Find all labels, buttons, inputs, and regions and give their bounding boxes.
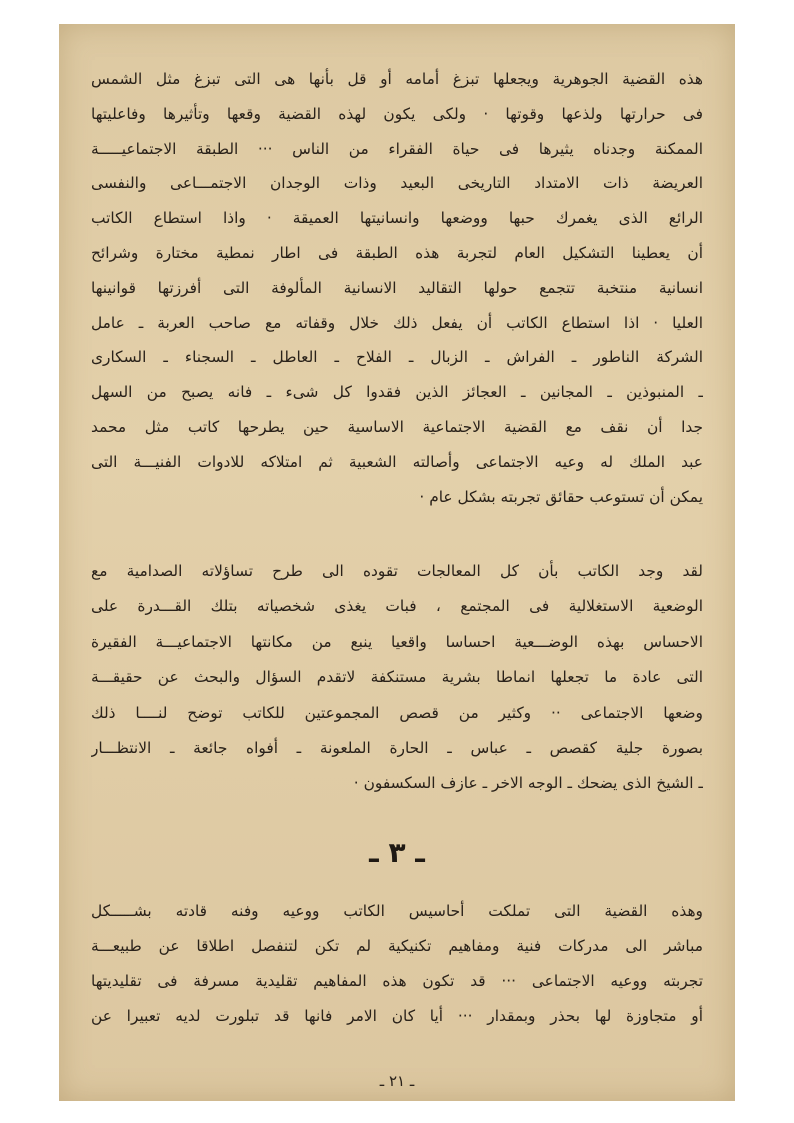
text-line: عبد الملك له وعيه الاجتماعى وأصالته الشعبية ثم امتلاكه للادوات الفنيـــة التى: [91, 452, 703, 471]
text-line: فى حرارتها ولذعها وقوتها · ولكى يكون لهذه القضية وقعها وتأثيرها وفاعليتها: [91, 104, 703, 123]
text-line: الرائع الذى يغمرك حبها ووضعها وانسانيتها العميقة · واذا استطاع الكاتب: [91, 209, 703, 228]
paragraph-3: [91, 894, 703, 1034]
text-line: التى عادة ما تجعلها انماطا بشرية مستنكفة لاتقدم السؤال والبحث عن حقيقـــة: [91, 668, 703, 687]
text-line: العريضة ذات الامتداد التاريخى البعيد وذات الوجدان الاجتمـــاعى والنفسى: [91, 174, 703, 193]
text-line: الاحساس بهذه الوضـــعية احساسا واقعيا ينبع من مكانتها الاجتماعيـــة الفقيرة: [91, 632, 703, 651]
text-line: الممكنة وجدناه يثيرها فى حياة الفقراء من الناس ··· الطبقة الاجتماعيـــــة: [91, 139, 703, 158]
section-number: ـ ٣ ـ: [369, 836, 425, 869]
text-line: تجربته ووعيه الاجتماعى ··· قد تكون هذه المفاهيم تقليدية مسرفة فى تقليديتها: [91, 972, 703, 990]
scanned-page: [59, 24, 735, 1101]
text-line: جدا أن نقف مع القضية الاجتماعية الاساسية حين يطرحها كاتب مثل محمد: [91, 417, 703, 436]
text-line: انسانية منتخبة تتجمع حولها التقاليد الانسانية المألوفة التى أفرزتها قوانينها: [91, 278, 703, 297]
text-line: أو متجاوزة لها بحذر وبمقدار ··· أيا كان الامر فانها قد تبلورت لديه تعبيرا عن: [91, 1007, 703, 1025]
text-line: ـ الشيخ الذى يضحك ـ الوجه الاخر ـ عازف السكسفون ·: [353, 774, 703, 793]
text-line: ـ المنبوذين ـ المجانين ـ العجائز الذين فقدوا كل شىء ـ فانه يصبح من السهل: [91, 383, 703, 402]
text-line: أن يعطينا التشكيل العام لتجربة هذه الطبقة فى اطار نمطية مختارة وشرائح: [91, 243, 703, 262]
text-line: مباشر الى مدركات فنية ومفاهيم تكنيكية لم تكن لتنفصل اطلاقا عن طبيعـــة: [91, 937, 703, 955]
text-line: وهذه القضية التى تملكت أحاسيس الكاتب ووعيه وفنه قادته بشـــــكل: [91, 902, 703, 920]
page-number: ـ ٢١ ـ: [379, 1072, 415, 1090]
text-line: العليا · اذا استطاع الكاتب أن يفعل ذلك خلال وقفاته مع صاحب العربة ـ عامل: [91, 313, 703, 332]
text-line: هذه القضية الجوهرية ويجعلها تبزغ أمامه أو قل بأنها هى التى تبزغ مثل الشمس: [91, 70, 703, 88]
text-line: وضعها الاجتماعى ·· وكثير من قصص المجموعتين للكاتب توضح لنــــا ذلك: [91, 703, 703, 722]
text-line: الشركة الناطور ـ الفراش ـ الزبال ـ الفلاح ـ العاطل ـ السجناء ـ السكارى: [91, 348, 703, 367]
text-line: بصورة جلية كقصص ـ عباس ـ الحارة الملعونة ـ أفواه جائعة ـ الانتظـــار: [91, 738, 703, 757]
paragraph-1: [91, 62, 703, 514]
paragraph-2: [91, 554, 703, 802]
text-line: يمكن أن تستوعب حقائق تجربته بشكل عام ·: [419, 487, 703, 506]
text-line: لقد وجد الكاتب بأن كل المعالجات تقوده الى طرح تساؤلاته الصدامية مع: [91, 562, 703, 580]
text-line: الوضعية الاستغلالية فى المجتمع ، فبات يغذى شخصياته بتلك القـــدرة على: [91, 597, 703, 616]
